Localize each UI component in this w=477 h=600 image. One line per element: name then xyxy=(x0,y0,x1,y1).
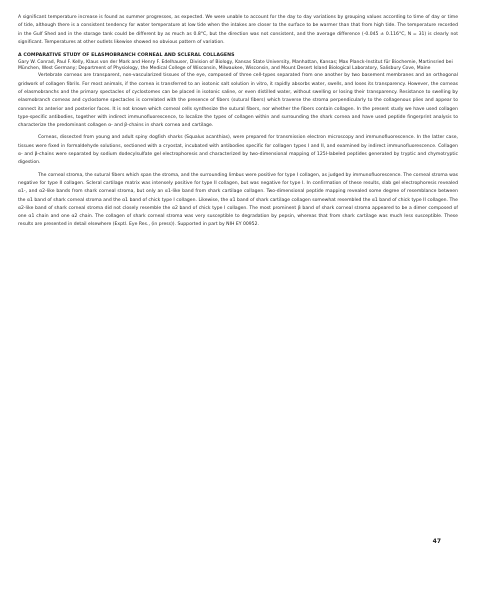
intro-paragraph: A significant temperature increase is found as summer progresses, as expected. We were unable to account for the day to day variations by grouping values according to time of day or time of tide, although there is a consistent tendency for water temperature at low tide when the intakes are closer to the surface to be warmer than that from high tide. The temperature recorded in the Gulf Shed and in the storage tank could be different by as much as 0.8°C, but the direction was not consistent, and the average difference (-0.045 ± 0.116°C, N = 31) is clearly not significant. Temperatures at other outlets likewise showed no obvious pattern of variation. xyxy=(18,15,458,45)
article-authors: Gary W. Conrad, Paul F. Kelly, Klaus von der Mark and Henry F. Edelhauser, Division of Biology, Kansas State University, Manhattan, Kansas; Max Planck-Institut für Biochemie, Martinsried bei München, West Germany; Department of Physiology, the Medical College of Wisconsin, Milwaukee, Wisconsin, and Mount Desert Island Biological Laboratory, Salisbury Cove, Maine xyxy=(18,59,453,72)
document-page xyxy=(18,14,458,230)
page-number: 47 xyxy=(432,538,441,545)
body-paragraph-2: Corneas, dissected from young and adult spiny dogfish sharks (Squalus acanthias), were prepared for transmission electron microscopy and immunofluorescence. In the latter case, tissues were fixed in formaldehyde solutions, sectioned with a cryostat, incubated with antibodies specific for collagen types I and II, and examined by indirect immunofluorescence. Collagen α- and β-chains were separated by sodium dodecylsulfate gel electrophoresis and characterized by two-dimensional mapping of 125I-labeled peptides generated by tryptic and chymotryptic digestion. xyxy=(18,135,458,166)
body-paragraph-1: Vertebrate corneas are transparent, non-vascularized tissues of the eye, composed of three cell-types separated from one another by two basement membranes and an orthogonal gridwork of collagen fibrils. For most animals, if the cornea is transferred to an isotonic salt solution in vitro, it rapidly absorbs water, swells, and loses its transparency. However, the corneas of elasmobranchs and the primary spectacles of cyclostomes can be placed in isotonic saline, or even distilled water, without swelling or losing their transparency. Resistance to swelling by elasmobranch corneas and cyclostome spectacles is correlated with the presence of fibers (sutural fibers) which traverse the stroma perpendicularly to the collagenous plies and appear to connect its anterior and posterior faces. It is not known which corneal cells synthesize the sutural fibers, nor whether the fibers contain collagen. In the present study we have used collagen type-specific antibodies, together with indirect immunofluorescence, to localize the types of collagen within and surrounding the shark cornea and have used peptide fingerprint analysis to characterize the predominant collagen α- and β-chains in shark cornea and cartilage. xyxy=(18,73,458,129)
article-title: A COMPARATIVE STUDY OF ELASMOBRANCH CORNEAL AND SCLERAL COLLAGENS xyxy=(18,52,235,58)
body-paragraph-3: The corneal stroma, the sutural fibers which span the stroma, and the surrounding limbus were positive for type I collagen, as judged by immunofluorescence. The corneal stroma was negative for type II collagen. Scleral cartilage matrix was intensely positive for type II collagen, but was negative for type I. In confirmation of these results, slab gel electrophoresis revealed α1-, and α2-like bands from shark corneal stroma, but only an α1-like band from shark cartilage collagen. Two-dimensional peptide mapping revealed some degree of resemblance between the α1 band of shark corneal stroma and the α1 band of chick type I collagen. Likewise, the α1 band of shark cartilage collagen somewhat resembled the α1 band of chick type II collagen. The α2-like band of shark corneal stroma did not closely resemble the α2 band of chick type I collagen. The most prominent β band of shark corneal stroma appeared to be a dimer composed of one α1 chain and one α2 chain. The collagen of shark corneal stroma was very susceptible to degradation by pepsin, whereas that from shark cartilage was much less susceptible. These results are presented in detail elsewhere (Exptl. Eye Res., (in press)). Supported in part by NIH EY 00952. xyxy=(18,172,458,228)
